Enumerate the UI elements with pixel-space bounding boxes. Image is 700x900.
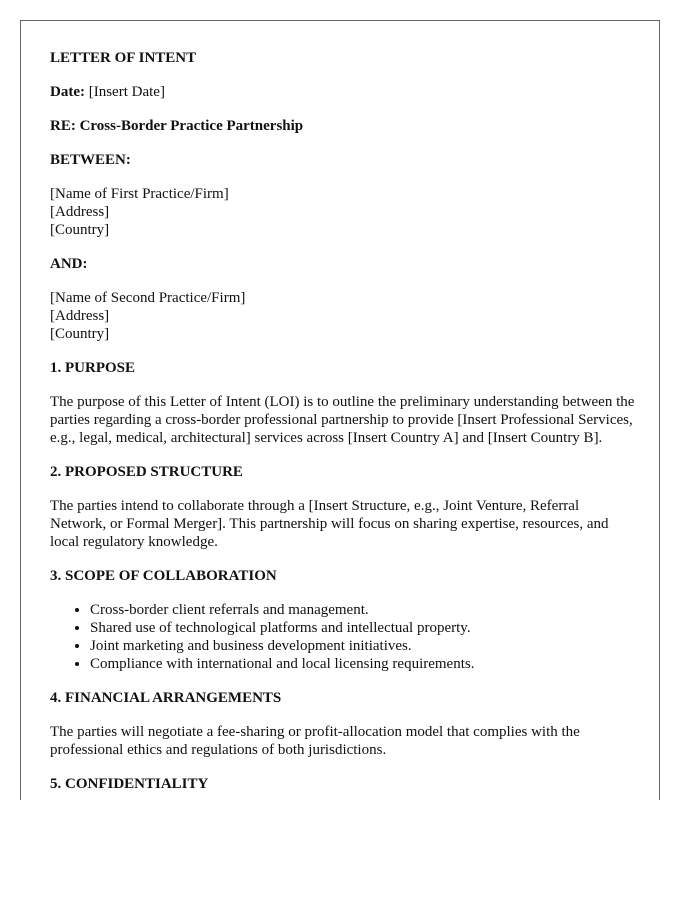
party-one-block (50, 185, 635, 239)
party-two-block (50, 289, 635, 343)
party-one-address: [Address] (50, 204, 110, 220)
purpose-heading: 1. PURPOSE (50, 360, 136, 376)
scope-list (50, 601, 635, 673)
structure-text: The parties intend to collaborate through a [Insert Structure, e.g., Joint Venture, Referral Network, or Formal Merger]. This partnership will focus on sharing expertise, resources, and local regulatory knowledge. (50, 498, 609, 550)
and-label: AND: (50, 256, 88, 272)
document-page (20, 20, 660, 800)
list-item: • Compliance with international and local licensing requirements. (90, 655, 635, 673)
list-item: • Cross-border client referrals and management. (90, 601, 635, 619)
party-two-name: [Name of Second Practice/Firm] (50, 290, 246, 306)
financial-heading: 4. FINANCIAL ARRANGEMENTS (50, 690, 282, 706)
confidentiality-heading: 5. CONFIDENTIALITY (50, 776, 209, 792)
party-two-country: [Country] (50, 326, 110, 342)
date-label: Date: (50, 84, 85, 100)
letter-content (50, 49, 635, 800)
re-line: RE: Cross-Border Practice Partnership (50, 118, 304, 134)
financial-text: The parties will negotiate a fee-sharing or profit-allocation model that complies with the professional ethics and regulations of both jurisdictions. (50, 724, 580, 758)
date-line (50, 83, 635, 101)
party-one-country: [Country] (50, 222, 110, 238)
letter-title: LETTER OF INTENT (50, 50, 197, 66)
scope-heading: 3. SCOPE OF COLLABORATION (50, 568, 277, 584)
date-value: [Insert Date] (84, 84, 165, 100)
list-item: • Shared use of technological platforms and intellectual property. (90, 619, 635, 637)
purpose-text: The purpose of this Letter of Intent (LOI) is to outline the preliminary understanding between the parties regarding a cross-border professional partnership to provide [Insert Professional Services, e.g., legal, medical, architectural] services across [Insert Country A] and [Insert Country B]. (50, 394, 635, 446)
party-two-address: [Address] (50, 308, 110, 324)
list-item: • Joint marketing and business development initiatives. (90, 637, 635, 655)
between-label: BETWEEN: (50, 152, 131, 168)
structure-heading: 2. PROPOSED STRUCTURE (50, 464, 243, 480)
party-one-name: [Name of First Practice/Firm] (50, 186, 229, 202)
